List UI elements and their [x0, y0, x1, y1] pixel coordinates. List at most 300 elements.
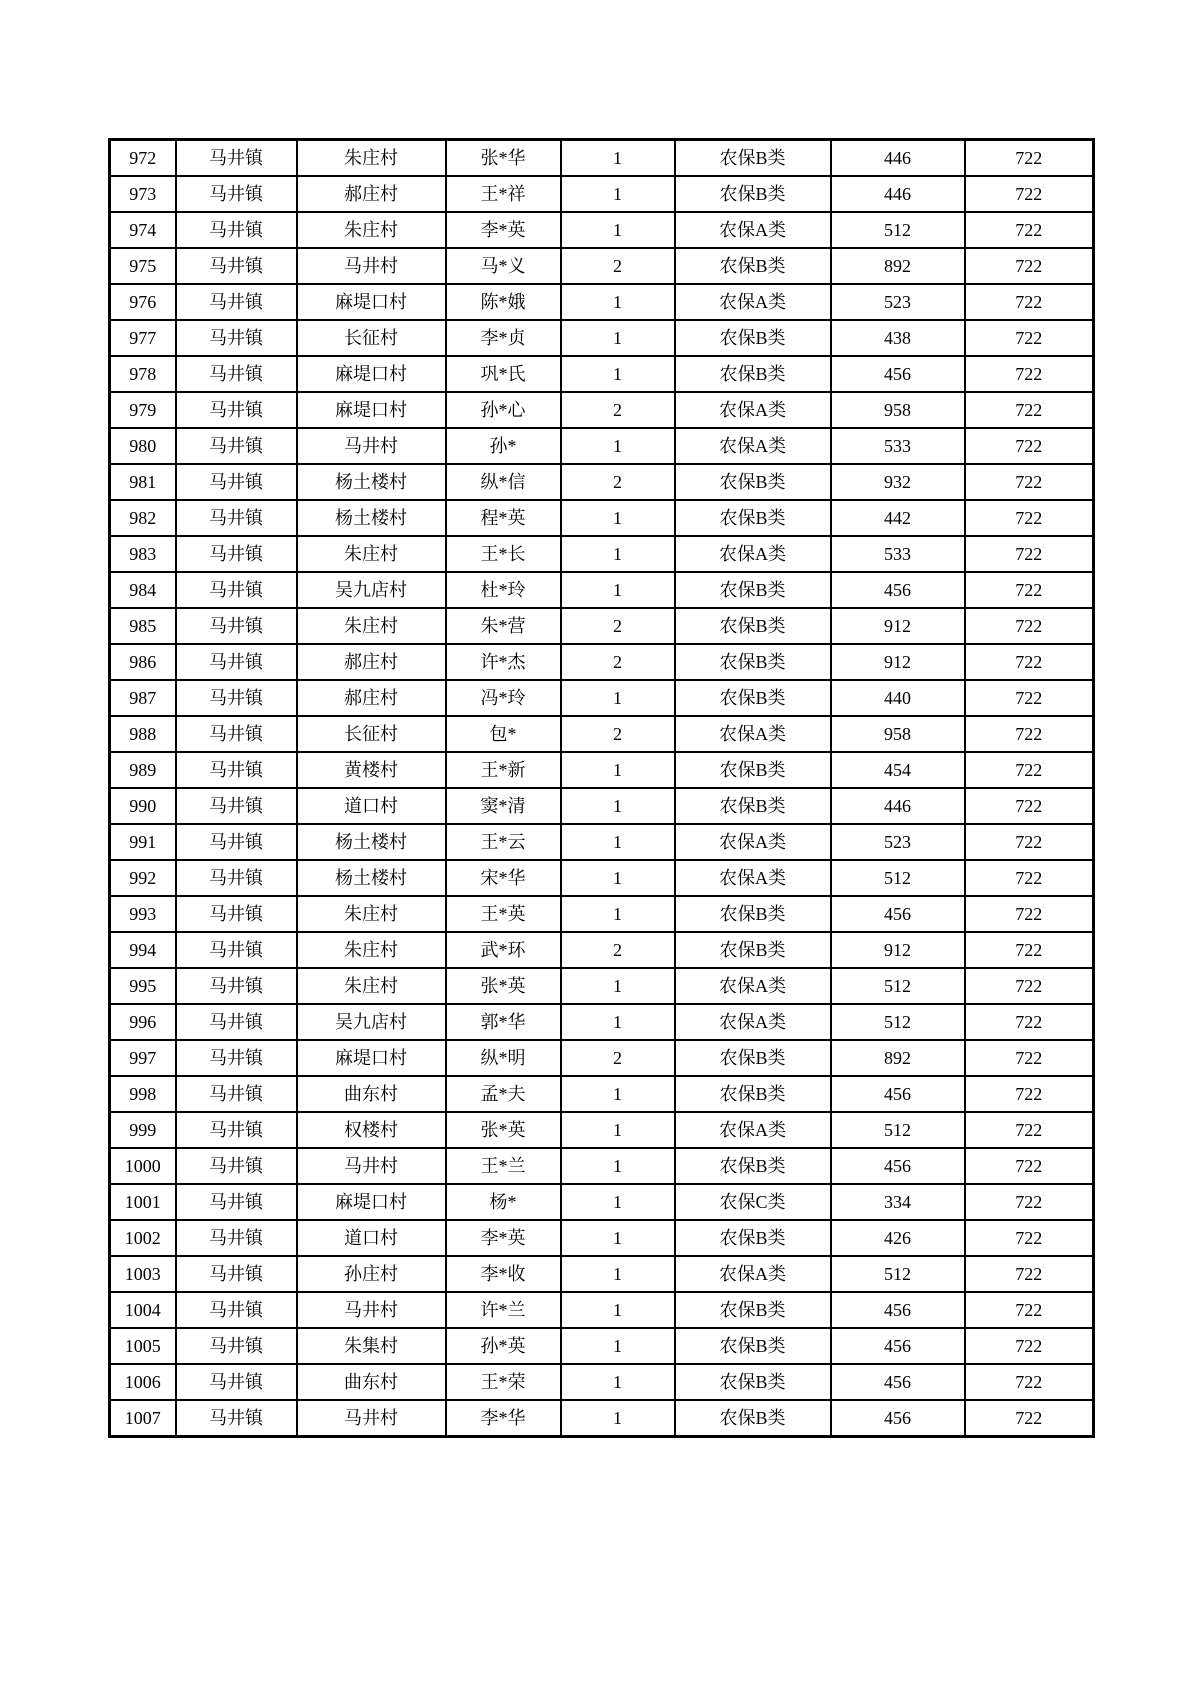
cell-insurance-category: 农保B类 [675, 788, 831, 824]
table-row [110, 428, 1094, 464]
cell-amount: 512 [831, 1004, 965, 1040]
cell-town: 马井镇 [176, 788, 297, 824]
cell-amount: 912 [831, 932, 965, 968]
cell-insurance-category: 农保A类 [675, 716, 831, 752]
cell-person-count: 1 [561, 212, 675, 248]
cell-insurance-category: 农保A类 [675, 536, 831, 572]
cell-town: 马井镇 [176, 1112, 297, 1148]
cell-insurance-category: 农保A类 [675, 1004, 831, 1040]
cell-village: 曲东村 [297, 1364, 446, 1400]
cell-masked-name: 孙*英 [446, 1328, 561, 1364]
cell-masked-name: 宋*华 [446, 860, 561, 896]
cell-standard: 722 [965, 536, 1094, 572]
cell-village: 权楼村 [297, 1112, 446, 1148]
cell-standard: 722 [965, 464, 1094, 500]
cell-amount: 438 [831, 320, 965, 356]
cell-standard: 722 [965, 1292, 1094, 1328]
cell-village: 朱集村 [297, 1328, 446, 1364]
cell-town: 马井镇 [176, 824, 297, 860]
cell-masked-name: 郭*华 [446, 1004, 561, 1040]
table-row [110, 1112, 1094, 1148]
cell-standard: 722 [965, 860, 1094, 896]
cell-insurance-category: 农保B类 [675, 176, 831, 212]
cell-insurance-category: 农保B类 [675, 572, 831, 608]
table-row [110, 716, 1094, 752]
cell-sequence-number: 1003 [110, 1256, 176, 1292]
cell-sequence-number: 977 [110, 320, 176, 356]
cell-person-count: 2 [561, 464, 675, 500]
cell-insurance-category: 农保A类 [675, 1112, 831, 1148]
cell-masked-name: 孙* [446, 428, 561, 464]
cell-masked-name: 王*兰 [446, 1148, 561, 1184]
cell-standard: 722 [965, 932, 1094, 968]
cell-masked-name: 李*华 [446, 1400, 561, 1437]
cell-masked-name: 包* [446, 716, 561, 752]
cell-insurance-category: 农保B类 [675, 248, 831, 284]
cell-town: 马井镇 [176, 716, 297, 752]
cell-village: 麻堤口村 [297, 1040, 446, 1076]
cell-masked-name: 杨* [446, 1184, 561, 1220]
cell-town: 马井镇 [176, 428, 297, 464]
cell-masked-name: 李*英 [446, 212, 561, 248]
cell-masked-name: 巩*氏 [446, 356, 561, 392]
cell-village: 吴九店村 [297, 1004, 446, 1040]
cell-amount: 512 [831, 860, 965, 896]
cell-masked-name: 马*义 [446, 248, 561, 284]
cell-amount: 523 [831, 284, 965, 320]
cell-sequence-number: 984 [110, 572, 176, 608]
cell-masked-name: 纵*明 [446, 1040, 561, 1076]
cell-amount: 446 [831, 176, 965, 212]
cell-insurance-category: 农保B类 [675, 1076, 831, 1112]
cell-sequence-number: 1007 [110, 1400, 176, 1437]
cell-village: 马井村 [297, 1292, 446, 1328]
cell-sequence-number: 994 [110, 932, 176, 968]
cell-insurance-category: 农保B类 [675, 932, 831, 968]
cell-village: 马井村 [297, 1400, 446, 1437]
cell-insurance-category: 农保B类 [675, 1220, 831, 1256]
cell-town: 马井镇 [176, 500, 297, 536]
cell-sequence-number: 979 [110, 392, 176, 428]
cell-amount: 456 [831, 896, 965, 932]
cell-town: 马井镇 [176, 896, 297, 932]
cell-standard: 722 [965, 680, 1094, 716]
cell-village: 杨土楼村 [297, 860, 446, 896]
cell-masked-name: 冯*玲 [446, 680, 561, 716]
cell-standard: 722 [965, 752, 1094, 788]
cell-standard: 722 [965, 572, 1094, 608]
cell-sequence-number: 998 [110, 1076, 176, 1112]
table-row [110, 968, 1094, 1004]
cell-town: 马井镇 [176, 536, 297, 572]
cell-standard: 722 [965, 176, 1094, 212]
cell-town: 马井镇 [176, 608, 297, 644]
cell-standard: 722 [965, 788, 1094, 824]
cell-insurance-category: 农保A类 [675, 824, 831, 860]
cell-standard: 722 [965, 896, 1094, 932]
table-row [110, 608, 1094, 644]
cell-amount: 456 [831, 1076, 965, 1112]
cell-masked-name: 纵*信 [446, 464, 561, 500]
cell-town: 马井镇 [176, 176, 297, 212]
cell-amount: 533 [831, 536, 965, 572]
cell-town: 马井镇 [176, 1328, 297, 1364]
cell-person-count: 1 [561, 1292, 675, 1328]
cell-standard: 722 [965, 500, 1094, 536]
cell-masked-name: 王*祥 [446, 176, 561, 212]
cell-amount: 456 [831, 1148, 965, 1184]
cell-person-count: 2 [561, 608, 675, 644]
cell-insurance-category: 农保B类 [675, 320, 831, 356]
cell-standard: 722 [965, 1220, 1094, 1256]
cell-person-count: 1 [561, 1076, 675, 1112]
table-row [110, 1364, 1094, 1400]
cell-person-count: 1 [561, 284, 675, 320]
cell-sequence-number: 975 [110, 248, 176, 284]
cell-town: 马井镇 [176, 1364, 297, 1400]
cell-sequence-number: 990 [110, 788, 176, 824]
cell-amount: 456 [831, 1400, 965, 1437]
cell-amount: 426 [831, 1220, 965, 1256]
cell-town: 马井镇 [176, 284, 297, 320]
cell-village: 麻堤口村 [297, 1184, 446, 1220]
table-row [110, 860, 1094, 896]
cell-amount: 456 [831, 572, 965, 608]
cell-amount: 456 [831, 1364, 965, 1400]
cell-town: 马井镇 [176, 1292, 297, 1328]
cell-masked-name: 王*长 [446, 536, 561, 572]
table-row [110, 140, 1094, 177]
table-row [110, 500, 1094, 536]
cell-village: 孙庄村 [297, 1256, 446, 1292]
cell-person-count: 1 [561, 860, 675, 896]
cell-village: 马井村 [297, 248, 446, 284]
table-row [110, 320, 1094, 356]
cell-town: 马井镇 [176, 860, 297, 896]
cell-standard: 722 [965, 284, 1094, 320]
cell-village: 曲东村 [297, 1076, 446, 1112]
cell-sequence-number: 999 [110, 1112, 176, 1148]
cell-standard: 722 [965, 212, 1094, 248]
cell-sequence-number: 1000 [110, 1148, 176, 1184]
cell-insurance-category: 农保B类 [675, 680, 831, 716]
cell-amount: 932 [831, 464, 965, 500]
cell-town: 马井镇 [176, 968, 297, 1004]
cell-insurance-category: 农保A类 [675, 1256, 831, 1292]
cell-village: 长征村 [297, 716, 446, 752]
cell-town: 马井镇 [176, 1256, 297, 1292]
table-row [110, 176, 1094, 212]
cell-person-count: 1 [561, 536, 675, 572]
cell-person-count: 1 [561, 680, 675, 716]
cell-village: 朱庄村 [297, 608, 446, 644]
table-row [110, 572, 1094, 608]
cell-insurance-category: 农保A类 [675, 860, 831, 896]
cell-person-count: 2 [561, 932, 675, 968]
cell-sequence-number: 997 [110, 1040, 176, 1076]
cell-masked-name: 王*云 [446, 824, 561, 860]
cell-village: 麻堤口村 [297, 356, 446, 392]
cell-sequence-number: 985 [110, 608, 176, 644]
cell-amount: 512 [831, 1256, 965, 1292]
table-row [110, 536, 1094, 572]
cell-sequence-number: 989 [110, 752, 176, 788]
cell-person-count: 1 [561, 824, 675, 860]
table-row [110, 788, 1094, 824]
cell-village: 杨土楼村 [297, 500, 446, 536]
cell-insurance-category: 农保A类 [675, 428, 831, 464]
cell-town: 马井镇 [176, 1148, 297, 1184]
cell-masked-name: 许*杰 [446, 644, 561, 680]
cell-amount: 456 [831, 1328, 965, 1364]
cell-village: 朱庄村 [297, 140, 446, 177]
cell-insurance-category: 农保B类 [675, 608, 831, 644]
cell-standard: 722 [965, 1004, 1094, 1040]
cell-standard: 722 [965, 1328, 1094, 1364]
cell-insurance-category: 农保A类 [675, 968, 831, 1004]
cell-standard: 722 [965, 968, 1094, 1004]
cell-person-count: 1 [561, 572, 675, 608]
cell-village: 朱庄村 [297, 896, 446, 932]
cell-insurance-category: 农保B类 [675, 1328, 831, 1364]
table-row [110, 392, 1094, 428]
cell-masked-name: 武*环 [446, 932, 561, 968]
cell-masked-name: 窦*清 [446, 788, 561, 824]
cell-village: 郝庄村 [297, 176, 446, 212]
cell-town: 马井镇 [176, 140, 297, 177]
cell-person-count: 1 [561, 1004, 675, 1040]
table-row [110, 1292, 1094, 1328]
table-row [110, 1076, 1094, 1112]
cell-sequence-number: 976 [110, 284, 176, 320]
cell-village: 杨土楼村 [297, 464, 446, 500]
cell-masked-name: 李*收 [446, 1256, 561, 1292]
cell-town: 马井镇 [176, 1220, 297, 1256]
cell-standard: 722 [965, 608, 1094, 644]
cell-masked-name: 杜*玲 [446, 572, 561, 608]
table-row [110, 932, 1094, 968]
cell-masked-name: 李*英 [446, 1220, 561, 1256]
cell-person-count: 2 [561, 644, 675, 680]
cell-standard: 722 [965, 1400, 1094, 1437]
cell-town: 马井镇 [176, 752, 297, 788]
cell-person-count: 1 [561, 1220, 675, 1256]
cell-masked-name: 王*新 [446, 752, 561, 788]
cell-standard: 722 [965, 1364, 1094, 1400]
cell-amount: 533 [831, 428, 965, 464]
cell-insurance-category: 农保B类 [675, 644, 831, 680]
cell-sequence-number: 1002 [110, 1220, 176, 1256]
cell-amount: 912 [831, 644, 965, 680]
cell-village: 道口村 [297, 788, 446, 824]
cell-sequence-number: 1004 [110, 1292, 176, 1328]
cell-amount: 456 [831, 1292, 965, 1328]
table-row [110, 1256, 1094, 1292]
cell-insurance-category: 农保B类 [675, 1040, 831, 1076]
cell-sequence-number: 992 [110, 860, 176, 896]
cell-insurance-category: 农保B类 [675, 1400, 831, 1437]
cell-insurance-category: 农保B类 [675, 752, 831, 788]
cell-insurance-category: 农保B类 [675, 896, 831, 932]
cell-sequence-number: 996 [110, 1004, 176, 1040]
cell-person-count: 1 [561, 320, 675, 356]
beneficiary-table [108, 138, 1095, 1438]
cell-village: 朱庄村 [297, 968, 446, 1004]
cell-town: 马井镇 [176, 212, 297, 248]
cell-village: 道口村 [297, 1220, 446, 1256]
cell-person-count: 1 [561, 788, 675, 824]
cell-sequence-number: 974 [110, 212, 176, 248]
cell-standard: 722 [965, 1148, 1094, 1184]
cell-village: 郝庄村 [297, 644, 446, 680]
cell-town: 马井镇 [176, 680, 297, 716]
cell-sequence-number: 986 [110, 644, 176, 680]
cell-sequence-number: 983 [110, 536, 176, 572]
cell-town: 马井镇 [176, 356, 297, 392]
cell-amount: 892 [831, 1040, 965, 1076]
cell-insurance-category: 农保B类 [675, 464, 831, 500]
cell-person-count: 1 [561, 500, 675, 536]
cell-person-count: 2 [561, 392, 675, 428]
cell-standard: 722 [965, 248, 1094, 284]
table-row [110, 1328, 1094, 1364]
cell-person-count: 1 [561, 968, 675, 1004]
cell-masked-name: 王*英 [446, 896, 561, 932]
cell-village: 朱庄村 [297, 212, 446, 248]
table-row [110, 824, 1094, 860]
cell-amount: 958 [831, 716, 965, 752]
cell-village: 麻堤口村 [297, 284, 446, 320]
cell-insurance-category: 农保A类 [675, 212, 831, 248]
cell-village: 吴九店村 [297, 572, 446, 608]
cell-sequence-number: 1001 [110, 1184, 176, 1220]
cell-amount: 958 [831, 392, 965, 428]
cell-standard: 722 [965, 392, 1094, 428]
cell-masked-name: 孙*心 [446, 392, 561, 428]
cell-amount: 892 [831, 248, 965, 284]
cell-person-count: 2 [561, 1040, 675, 1076]
cell-standard: 722 [965, 1040, 1094, 1076]
cell-masked-name: 许*兰 [446, 1292, 561, 1328]
cell-person-count: 1 [561, 140, 675, 177]
table-row [110, 680, 1094, 716]
table-row [110, 1148, 1094, 1184]
table-row [110, 1004, 1094, 1040]
cell-town: 马井镇 [176, 464, 297, 500]
cell-person-count: 1 [561, 1364, 675, 1400]
cell-sequence-number: 987 [110, 680, 176, 716]
cell-masked-name: 张*华 [446, 140, 561, 177]
cell-town: 马井镇 [176, 644, 297, 680]
cell-masked-name: 张*英 [446, 1112, 561, 1148]
cell-amount: 446 [831, 140, 965, 177]
cell-masked-name: 陈*娥 [446, 284, 561, 320]
cell-insurance-category: 农保C类 [675, 1184, 831, 1220]
table-body [110, 140, 1094, 1437]
cell-standard: 722 [965, 1076, 1094, 1112]
cell-town: 马井镇 [176, 1184, 297, 1220]
table-row [110, 1040, 1094, 1076]
table-row [110, 1400, 1094, 1437]
cell-insurance-category: 农保B类 [675, 356, 831, 392]
cell-person-count: 2 [561, 716, 675, 752]
cell-amount: 912 [831, 608, 965, 644]
cell-village: 朱庄村 [297, 536, 446, 572]
cell-person-count: 1 [561, 356, 675, 392]
cell-insurance-category: 农保B类 [675, 1292, 831, 1328]
cell-sequence-number: 988 [110, 716, 176, 752]
cell-sequence-number: 991 [110, 824, 176, 860]
cell-amount: 446 [831, 788, 965, 824]
cell-standard: 722 [965, 644, 1094, 680]
table-row [110, 356, 1094, 392]
cell-sequence-number: 972 [110, 140, 176, 177]
cell-standard: 722 [965, 716, 1094, 752]
cell-sequence-number: 980 [110, 428, 176, 464]
cell-standard: 722 [965, 824, 1094, 860]
cell-village: 杨土楼村 [297, 824, 446, 860]
cell-amount: 454 [831, 752, 965, 788]
table-row [110, 248, 1094, 284]
cell-sequence-number: 993 [110, 896, 176, 932]
cell-insurance-category: 农保A类 [675, 284, 831, 320]
cell-village: 马井村 [297, 428, 446, 464]
cell-standard: 722 [965, 1112, 1094, 1148]
table-row [110, 212, 1094, 248]
cell-sequence-number: 1006 [110, 1364, 176, 1400]
cell-standard: 722 [965, 1184, 1094, 1220]
cell-amount: 440 [831, 680, 965, 716]
cell-masked-name: 孟*夫 [446, 1076, 561, 1112]
cell-standard: 722 [965, 140, 1094, 177]
cell-amount: 512 [831, 1112, 965, 1148]
cell-person-count: 1 [561, 896, 675, 932]
cell-standard: 722 [965, 356, 1094, 392]
cell-person-count: 2 [561, 248, 675, 284]
cell-village: 麻堤口村 [297, 392, 446, 428]
cell-masked-name: 程*英 [446, 500, 561, 536]
cell-town: 马井镇 [176, 320, 297, 356]
cell-person-count: 1 [561, 1400, 675, 1437]
table-row [110, 644, 1094, 680]
cell-person-count: 1 [561, 1112, 675, 1148]
cell-village: 长征村 [297, 320, 446, 356]
cell-standard: 722 [965, 320, 1094, 356]
cell-person-count: 1 [561, 752, 675, 788]
cell-town: 马井镇 [176, 572, 297, 608]
cell-town: 马井镇 [176, 248, 297, 284]
cell-village: 郝庄村 [297, 680, 446, 716]
cell-village: 朱庄村 [297, 932, 446, 968]
cell-masked-name: 张*英 [446, 968, 561, 1004]
cell-sequence-number: 995 [110, 968, 176, 1004]
cell-sequence-number: 1005 [110, 1328, 176, 1364]
cell-person-count: 1 [561, 1184, 675, 1220]
cell-town: 马井镇 [176, 1076, 297, 1112]
cell-town: 马井镇 [176, 1400, 297, 1437]
cell-person-count: 1 [561, 176, 675, 212]
cell-insurance-category: 农保B类 [675, 500, 831, 536]
cell-standard: 722 [965, 1256, 1094, 1292]
cell-amount: 442 [831, 500, 965, 536]
cell-village: 黄楼村 [297, 752, 446, 788]
table-row [110, 1220, 1094, 1256]
table-row [110, 284, 1094, 320]
cell-town: 马井镇 [176, 392, 297, 428]
cell-masked-name: 朱*营 [446, 608, 561, 644]
cell-amount: 334 [831, 1184, 965, 1220]
cell-person-count: 1 [561, 1148, 675, 1184]
